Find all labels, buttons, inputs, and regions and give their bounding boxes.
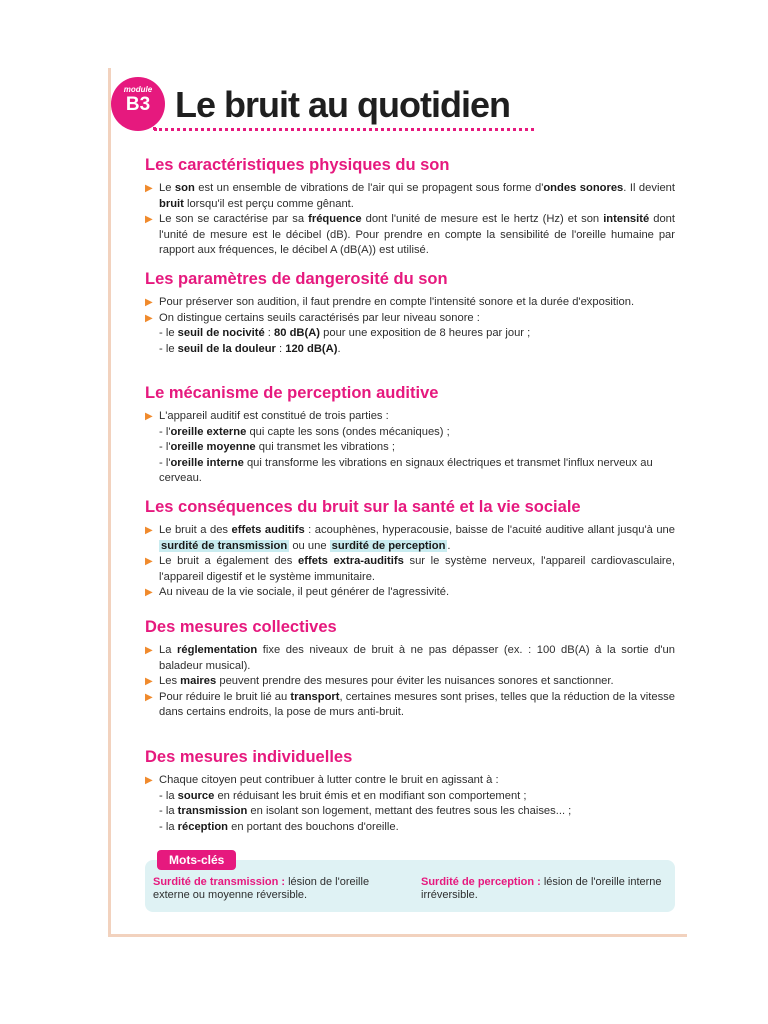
keywords-box (145, 850, 675, 914)
sub-item: - la source en réduisant les bruit émis et en modifiant son comportement ; (159, 789, 527, 802)
section-heading: Des mesures individuelles (145, 748, 353, 766)
sub-item: - la réception en portant des bouchons d'oreille. (159, 820, 399, 833)
bullet-paragraph: ▶ On distingue certains seuils caractérisés par leur niveau sonore : (145, 311, 675, 327)
section (145, 384, 675, 487)
bullet-arrow-icon: ▶ (145, 411, 153, 422)
keywords-label: Mots-clés (157, 850, 236, 870)
section-heading: Des mesures collectives (145, 618, 337, 636)
bullet-arrow-icon: ▶ (145, 312, 153, 324)
bullet-paragraph: ▶ Le bruit a des effets auditifs : acouphènes, hyperacousie, baisse de l'acuité auditive allant jusqu'à une surdité de transmission ou une surdité de perception . (145, 524, 675, 552)
bullet-paragraph: ▶ Le son est un ensemble de vibrations de l'air qui se propagent sous forme d'ondes sonores. Il devient bruit lorsqu'il est perçu comme gênant. (145, 182, 675, 210)
bullet-paragraph: ▶ Pour préserver son audition, il faut prendre en compte l'intensité sonore et la durée d'exposition. (145, 295, 675, 311)
bullet-paragraph: ▶ Le bruit a également des effets extra-auditifs sur le système nerveux, l'appareil cardiovasculaire, l'appareil digestif et le système immunitaire. (145, 555, 675, 583)
bullet-arrow-icon: ▶ (145, 525, 153, 536)
keyword-definition: lésion de l'oreille externe ou moyenne réversible. (153, 876, 370, 901)
bullet-arrow-icon: ▶ (145, 676, 153, 687)
section (145, 498, 675, 601)
section-heading: Les conséquences du bruit sur la santé et la vie sociale (145, 498, 581, 516)
textbook-page (108, 68, 687, 937)
bullet-paragraph: ▶ Au niveau de la vie sociale, il peut générer de l'agressivité. (145, 585, 675, 601)
title-dotted-underline (154, 128, 534, 131)
section (145, 618, 675, 721)
sub-item: - le seuil de nocivité : 80 dB(A) pour une exposition de 8 heures par jour ; (159, 327, 531, 339)
bullet-arrow-icon: ▶ (145, 183, 153, 194)
bullet-arrow-icon: ▶ (145, 691, 153, 703)
sub-item: - l'oreille moyenne qui transmet les vibrations ; (159, 441, 395, 453)
bullet-arrow-icon: ▶ (145, 775, 153, 786)
keyword-item (153, 876, 403, 902)
bullet-paragraph: ▶ Les maires peuvent prendre des mesures pour éviter les nuisances sonores et sanctionner. (145, 674, 675, 690)
bullet-paragraph: ▶ Pour réduire le bruit lié au transport, certaines mesures sont prises, telles que la réduction de la vitesse dans certains endroits, la pose de murs anti-bruit. (145, 690, 675, 718)
section (145, 270, 675, 357)
sub-item: - l'oreille interne qui transforme les vibrations en signaux électriques et transmet l'influx nerveux au cerveau. (159, 456, 653, 484)
sub-item: - le seuil de la douleur : 120 dB(A). (159, 342, 341, 355)
section-heading: Les paramètres de dangerosité du son (145, 270, 448, 288)
keyword-item (421, 876, 671, 902)
bullet-arrow-icon: ▶ (145, 556, 153, 567)
section (145, 748, 675, 835)
bullet-paragraph: ▶ La réglementation fixe des niveaux de bruit à ne pas dépasser (ex. : 100 dB(A) à la sortie d'un baladeur musical). (145, 644, 676, 672)
keyword-definition: lésion de l'oreille interne irréversible. (421, 876, 662, 901)
sub-item: - la transmission en isolant son logement, mettant des feutres sous les chaises... ; (159, 805, 572, 817)
section (145, 156, 675, 259)
section-heading: Le mécanisme de perception auditive (145, 384, 439, 402)
bullet-paragraph: ▶ Chaque citoyen peut contribuer à lutter contre le bruit en agissant à : (145, 773, 675, 789)
keyword-term: Surdité de transmission : (153, 876, 286, 888)
page-title: Le bruit au quotidien (175, 84, 510, 125)
bullet-arrow-icon: ▶ (145, 587, 153, 598)
bullet-arrow-icon: ▶ (145, 645, 153, 656)
bullet-arrow-icon: ▶ (145, 297, 153, 308)
bullet-paragraph: ▶ L'appareil auditif est constitué de trois parties : (145, 409, 675, 425)
section-heading: Les caractéristiques physiques du son (145, 156, 450, 174)
bullet-paragraph: ▶ Le son se caractérise par sa fréquence dont l'unité de mesure est le hertz (Hz) et son intensité dont l'unité de mesure est le décibel (dB). Pour prendre en compte la sensibilité de l'oreille humaine par rapport aux fréquences, le décibel A (dB(A)) est utilisé. (145, 213, 675, 256)
bullet-arrow-icon: ▶ (145, 214, 153, 225)
module-label: module (123, 85, 153, 94)
module-badge (111, 77, 165, 131)
keyword-term: Surdité de perception : (421, 876, 541, 888)
sub-item: - l'oreille externe qui capte les sons (ondes mécaniques) ; (159, 425, 450, 438)
module-code: B3 (125, 94, 151, 115)
